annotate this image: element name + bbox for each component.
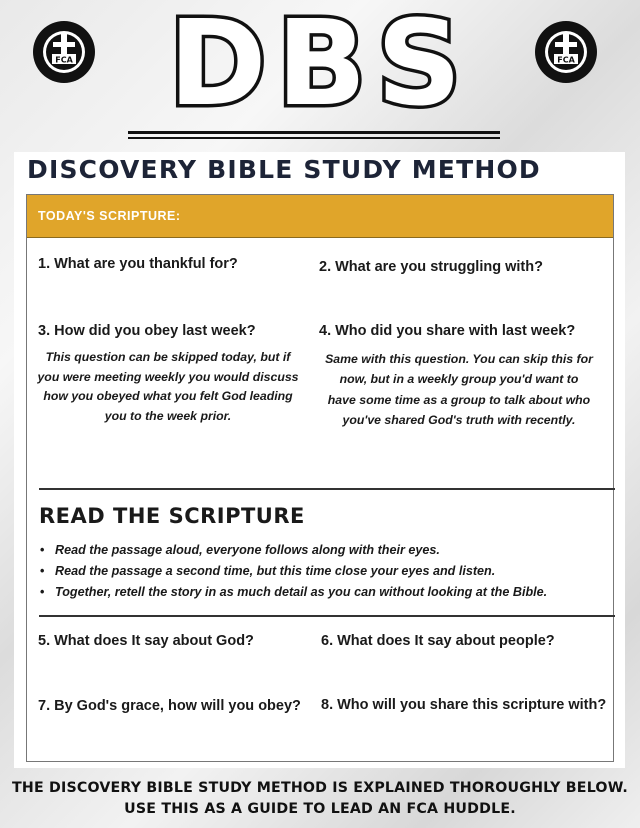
read-section-rule-bottom	[39, 615, 615, 617]
question-4-note: Same with this question. You can skip this for now, but in a weekly group you'd want to have some time as a group to talk about who you've shared God's truth with recently.	[325, 352, 593, 427]
title-underline-bottom	[128, 137, 500, 139]
scripture-banner-label: TODAY'S SCRIPTURE:	[38, 209, 181, 223]
worksheet-title: DISCOVERY BIBLE STUDY METHOD	[27, 155, 541, 184]
title-underline-top	[128, 131, 500, 134]
question-6: 6. What does It say about people?	[321, 633, 555, 649]
svg-text:FCA: FCA	[557, 55, 575, 65]
footer-line-2: USE THIS AS A GUIDE TO LEAD AN FCA HUDDLE.	[124, 801, 516, 817]
question-1: 1. What are you thankful for?	[38, 256, 238, 272]
question-4: 4. Who did you share with last week?	[319, 323, 576, 339]
svg-text:FCA: FCA	[55, 55, 73, 65]
worksheet-box	[26, 194, 614, 762]
question-7: 7. By God's grace, how will you obey?	[38, 698, 301, 714]
read-scripture-heading: READ THE SCRIPTURE	[39, 504, 305, 528]
question-5: 5. What does It say about God?	[38, 633, 254, 649]
dbs-title-text: DBS	[168, 4, 472, 116]
question-3-note: This question can be skipped today, but if you were meeting weekly you would discuss how you obeyed what you felt God leading you to the week prior.	[37, 350, 299, 423]
dbs-title	[150, 4, 490, 116]
read-section-rule-top	[39, 488, 615, 490]
fca-logo-left	[32, 20, 96, 84]
worksheet-card	[14, 152, 625, 768]
question-8: 8. Who will you share this scripture with?	[321, 697, 607, 713]
footer-line-1: THE DISCOVERY BIBLE STUDY METHOD IS EXPLAINED THOROUGHLY BELOW.	[12, 780, 628, 796]
fca-logo-right	[534, 20, 598, 84]
read-steps-list	[39, 543, 547, 605]
question-2: 2. What are you struggling with?	[319, 259, 543, 275]
read-step-item: • Read the passage a second time, but this time close your eyes and listen.	[55, 564, 547, 578]
question-3: 3. How did you obey last week?	[38, 323, 256, 339]
scripture-banner	[27, 195, 613, 238]
read-step-item: • Together, retell the story in as much detail as you can without looking at the Bible.	[55, 585, 547, 599]
read-step-item: • Read the passage aloud, everyone follows along with their eyes.	[55, 543, 547, 557]
footer-note	[0, 778, 640, 820]
